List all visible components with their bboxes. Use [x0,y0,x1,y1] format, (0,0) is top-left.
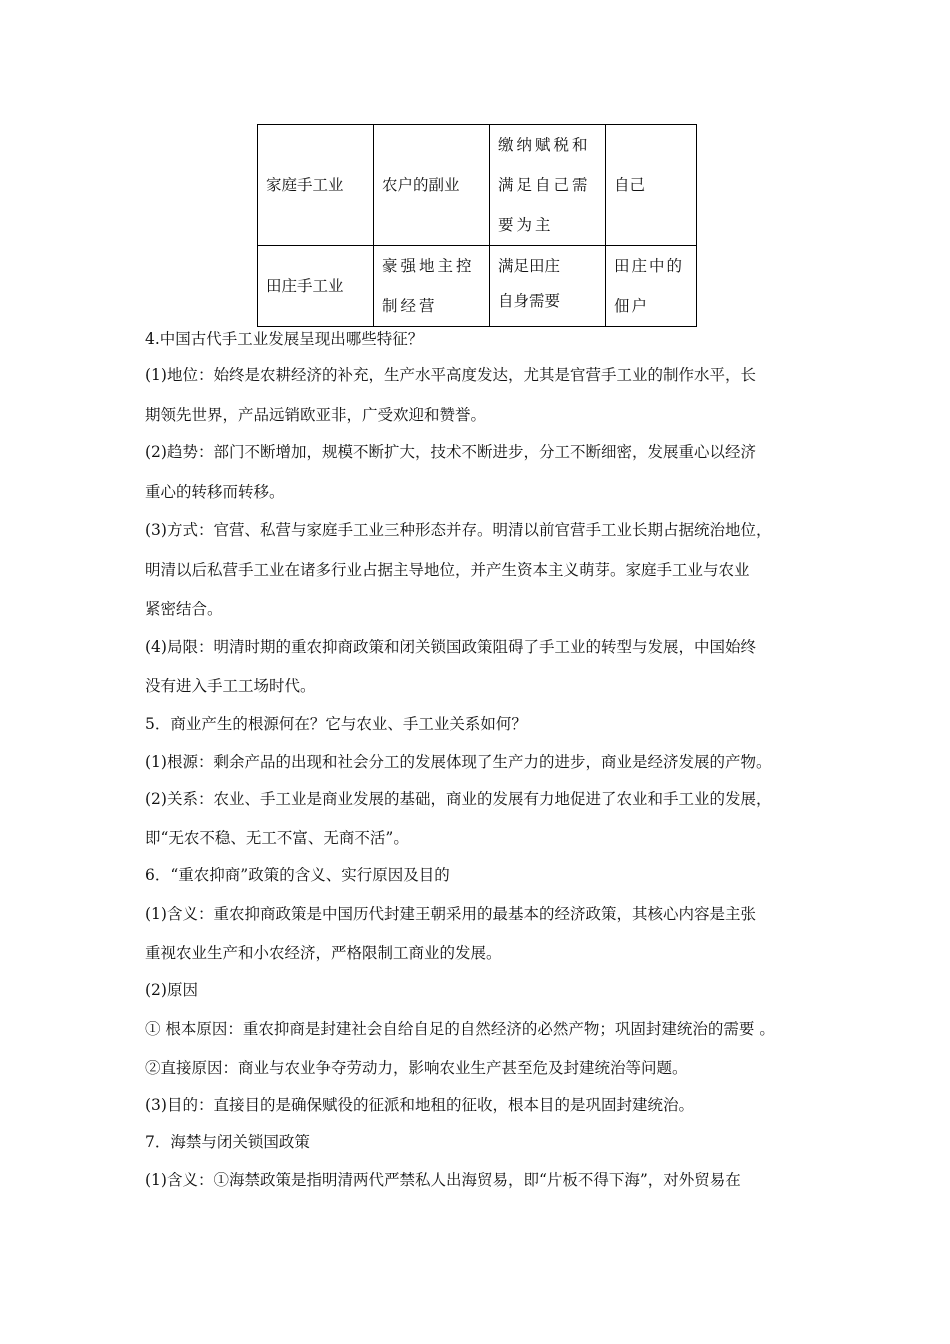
table-cell-type: 家庭手工业 [258,125,374,246]
paragraph-line: (3)目的：直接目的是确保赋役的征派和地租的征收，根本目的是巩固封建统治。 [145,1096,694,1114]
heading-question-5: 5．商业产生的根源何在？它与农业、手工业关系如何？ [145,715,527,733]
paragraph-line: (3)方式：官营、私营与家庭手工业三种形态并存。明清以前官营手工业长期占据统治地位， [145,521,772,539]
paragraph-line: (4)局限：明清时期的重农抑商政策和闭关锁国政策阻碍了手工业的转型与发展，中国始终 [145,638,756,656]
paragraph-line: 没有进入手工工场时代。 [145,677,316,695]
paragraph-line: (2)趋势：部门不断增加，规模不断扩大，技术不断进步，分工不断细密，发展重心以经济 [145,443,756,461]
paragraph-line: (2)原因 [145,981,198,999]
paragraph-line: 重心的转移而转移。 [145,483,285,501]
table-cell-producer: 自己 [606,125,697,246]
table-cell-producer: 田庄中的 佃户 [606,246,697,327]
paragraph-line: ②直接原因：商业与农业争夺劳动力，影响农业生产甚至危及封建统治等问题。 [145,1059,688,1077]
heading-question-6: 6．“重农抑商”政策的含义、实行原因及目的 [145,866,450,884]
paragraph-line: 期领先世界，产品远销欧亚非，广受欢迎和赞誉。 [145,406,487,424]
paragraph-line: (2)关系：农业、手工业是商业发展的基础，商业的发展有力地促进了农业和手工业的发展， [145,790,772,808]
paragraph-line: 即“无农不稳、无工不富、无商不活”。 [145,829,409,847]
heading-question-7: 7．海禁与闭关锁国政策 [145,1133,310,1151]
handicraft-table [257,124,697,327]
heading-question-4: 4.中国古代手工业发展呈现出哪些特征？ [145,330,424,348]
paragraph-line: 重视农业生产和小农经济，严格限制工商业的发展。 [145,944,502,962]
paragraph-line: (1)根源：剩余产品的出现和社会分工的发展体现了生产力的进步，商业是经济发展的产物。 [145,753,772,771]
paragraph-line: (1)含义：①海禁政策是指明清两代严禁私人出海贸易，即“片板不得下海”，对外贸易在 [145,1171,741,1189]
paragraph-line: ① 根本原因：重农抑商是封建社会自给自足的自然经济的必然产物；巩固封建统治的需要 。 [145,1020,775,1038]
table-row [258,125,697,246]
table-cell-operator: 农户的副业 [374,125,490,246]
table-cell-type: 田庄手工业 [258,246,374,327]
paragraph-line: (1)含义：重农抑商政策是中国历代封建王朝采用的最基本的经济政策，其核心内容是主张 [145,905,756,923]
table-cell-purpose: 缴纳赋税和 满足自己需 要为主 [490,125,606,246]
table-cell-operator: 豪强地主控 制经营 [374,246,490,327]
paragraph-line: 明清以后私营手工业在诸多行业占据主导地位，并产生资本主义萌芽。家庭手工业与农业 [145,561,750,579]
paragraph-line: 紧密结合。 [145,600,223,618]
paragraph-line: (1)地位：始终是农耕经济的补充，生产水平高度发达，尤其是官营手工业的制作水平，长 [145,366,756,384]
table-cell-purpose: 满足田庄 自身需要 [490,246,606,327]
table-row [258,246,697,327]
